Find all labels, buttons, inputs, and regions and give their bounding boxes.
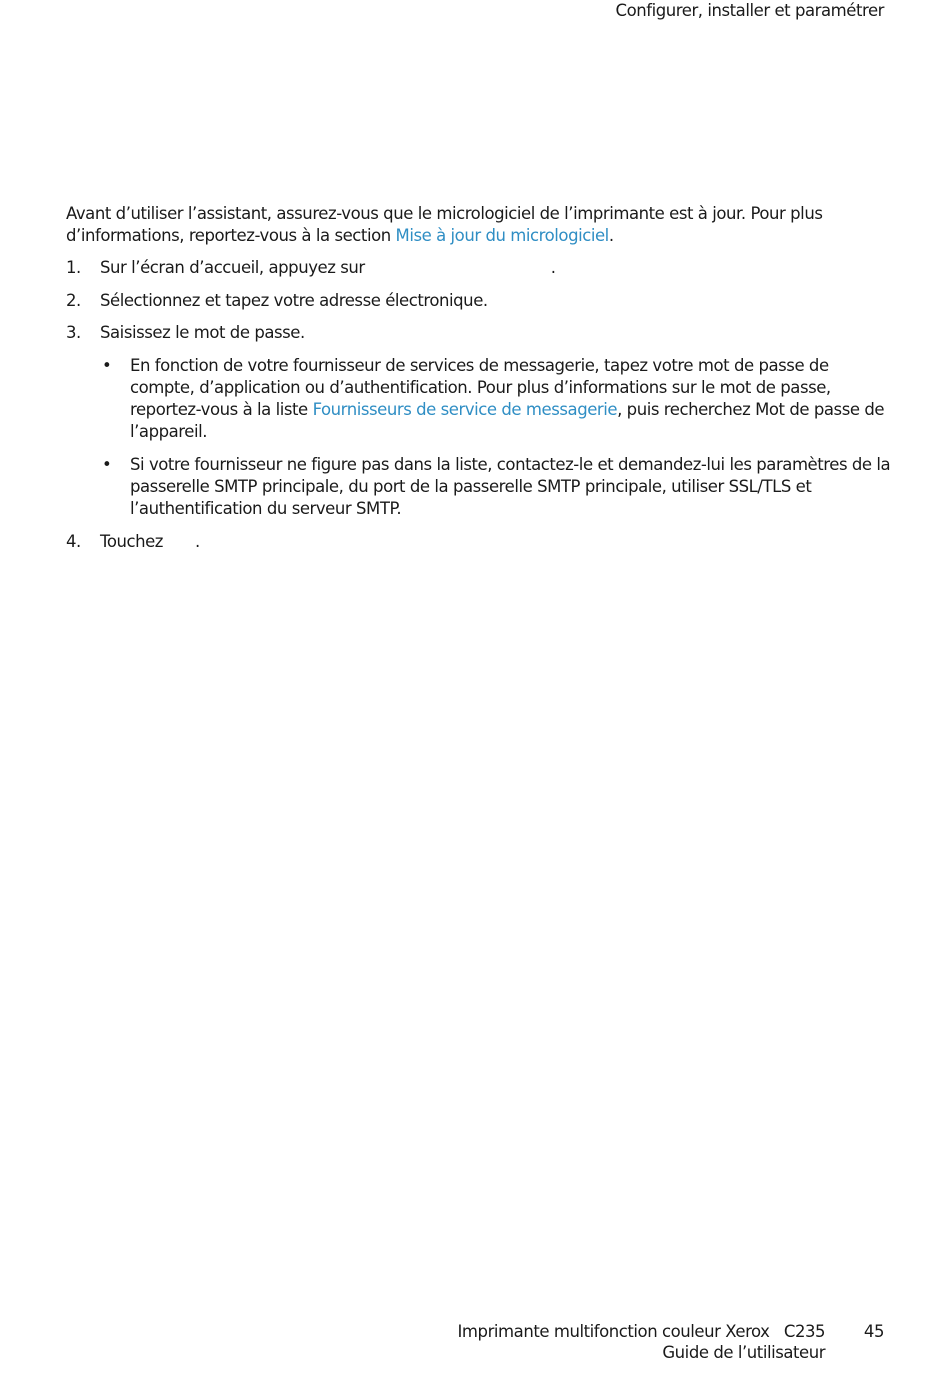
page-header-title: Configurer, installer et paramétrer — [615, 1, 884, 20]
step-2 — [66, 290, 896, 312]
password-notes-list — [100, 355, 896, 520]
step-text-end: . — [550, 258, 556, 277]
step-number: 3. — [66, 323, 81, 342]
step-text: Sélectionnez et tapez votre adresse électronique. — [100, 290, 488, 310]
bullet-dot-icon: • — [102, 355, 112, 375]
intro-text-end: . — [608, 225, 614, 245]
main-content — [66, 203, 896, 552]
footer-product-info — [458, 1321, 826, 1363]
step-4 — [66, 531, 896, 553]
bullet-item — [100, 454, 896, 520]
step-1 — [66, 257, 896, 279]
intro-text: Avant d’utiliser l’assistant, assurez-vous que le micrologiciel de l’imprimante est à jour. Pour plus d’informations, reportez-vous à la section — [66, 204, 823, 245]
step-3 — [66, 322, 896, 520]
step-number: 2. — [66, 290, 81, 310]
bullet-text-end: , puis recherchez Mot de passe de l’appareil. — [130, 399, 885, 441]
bullet-item — [100, 355, 896, 443]
intro-paragraph — [66, 203, 896, 246]
page-number: 45 — [863, 1322, 884, 1341]
step-number: 1. — [66, 258, 81, 277]
bullet-text: En fonction de votre fournisseur de services de messagerie, tapez votre mot de passe de compte, d’application ou d’authentification. Pour plus d’informations sur le mot de passe, reportez-vous à la liste — [130, 355, 831, 419]
firmware-update-link[interactable]: Mise à jour du micrologiciel — [395, 225, 609, 245]
footer-guide-name: Guide de l’utilisateur — [662, 1343, 826, 1362]
step-number: 4. — [66, 531, 81, 551]
step-text-end: . — [195, 531, 200, 551]
step-text: Touchez — [100, 531, 164, 551]
bullet-text: Si votre fournisseur ne figure pas dans la liste, contactez-le et demandez-lui les paramètres de la passerelle SMTP principale, du port de la passerelle SMTP principale, utiliser SSL/TLS et l’authentification du serveur SMTP. — [130, 454, 891, 518]
email-providers-link[interactable]: Fournisseurs de service de messagerie — [312, 399, 618, 419]
footer-product-name: Imprimante multifonction couleur Xerox C235 — [457, 1322, 826, 1341]
step-text: Saisissez le mot de passe. — [100, 323, 305, 342]
bullet-dot-icon: • — [102, 454, 112, 474]
steps-list — [66, 257, 896, 552]
step-text: Sur l’écran d’accueil, appuyez sur — [100, 258, 365, 277]
page-footer — [458, 1321, 884, 1363]
